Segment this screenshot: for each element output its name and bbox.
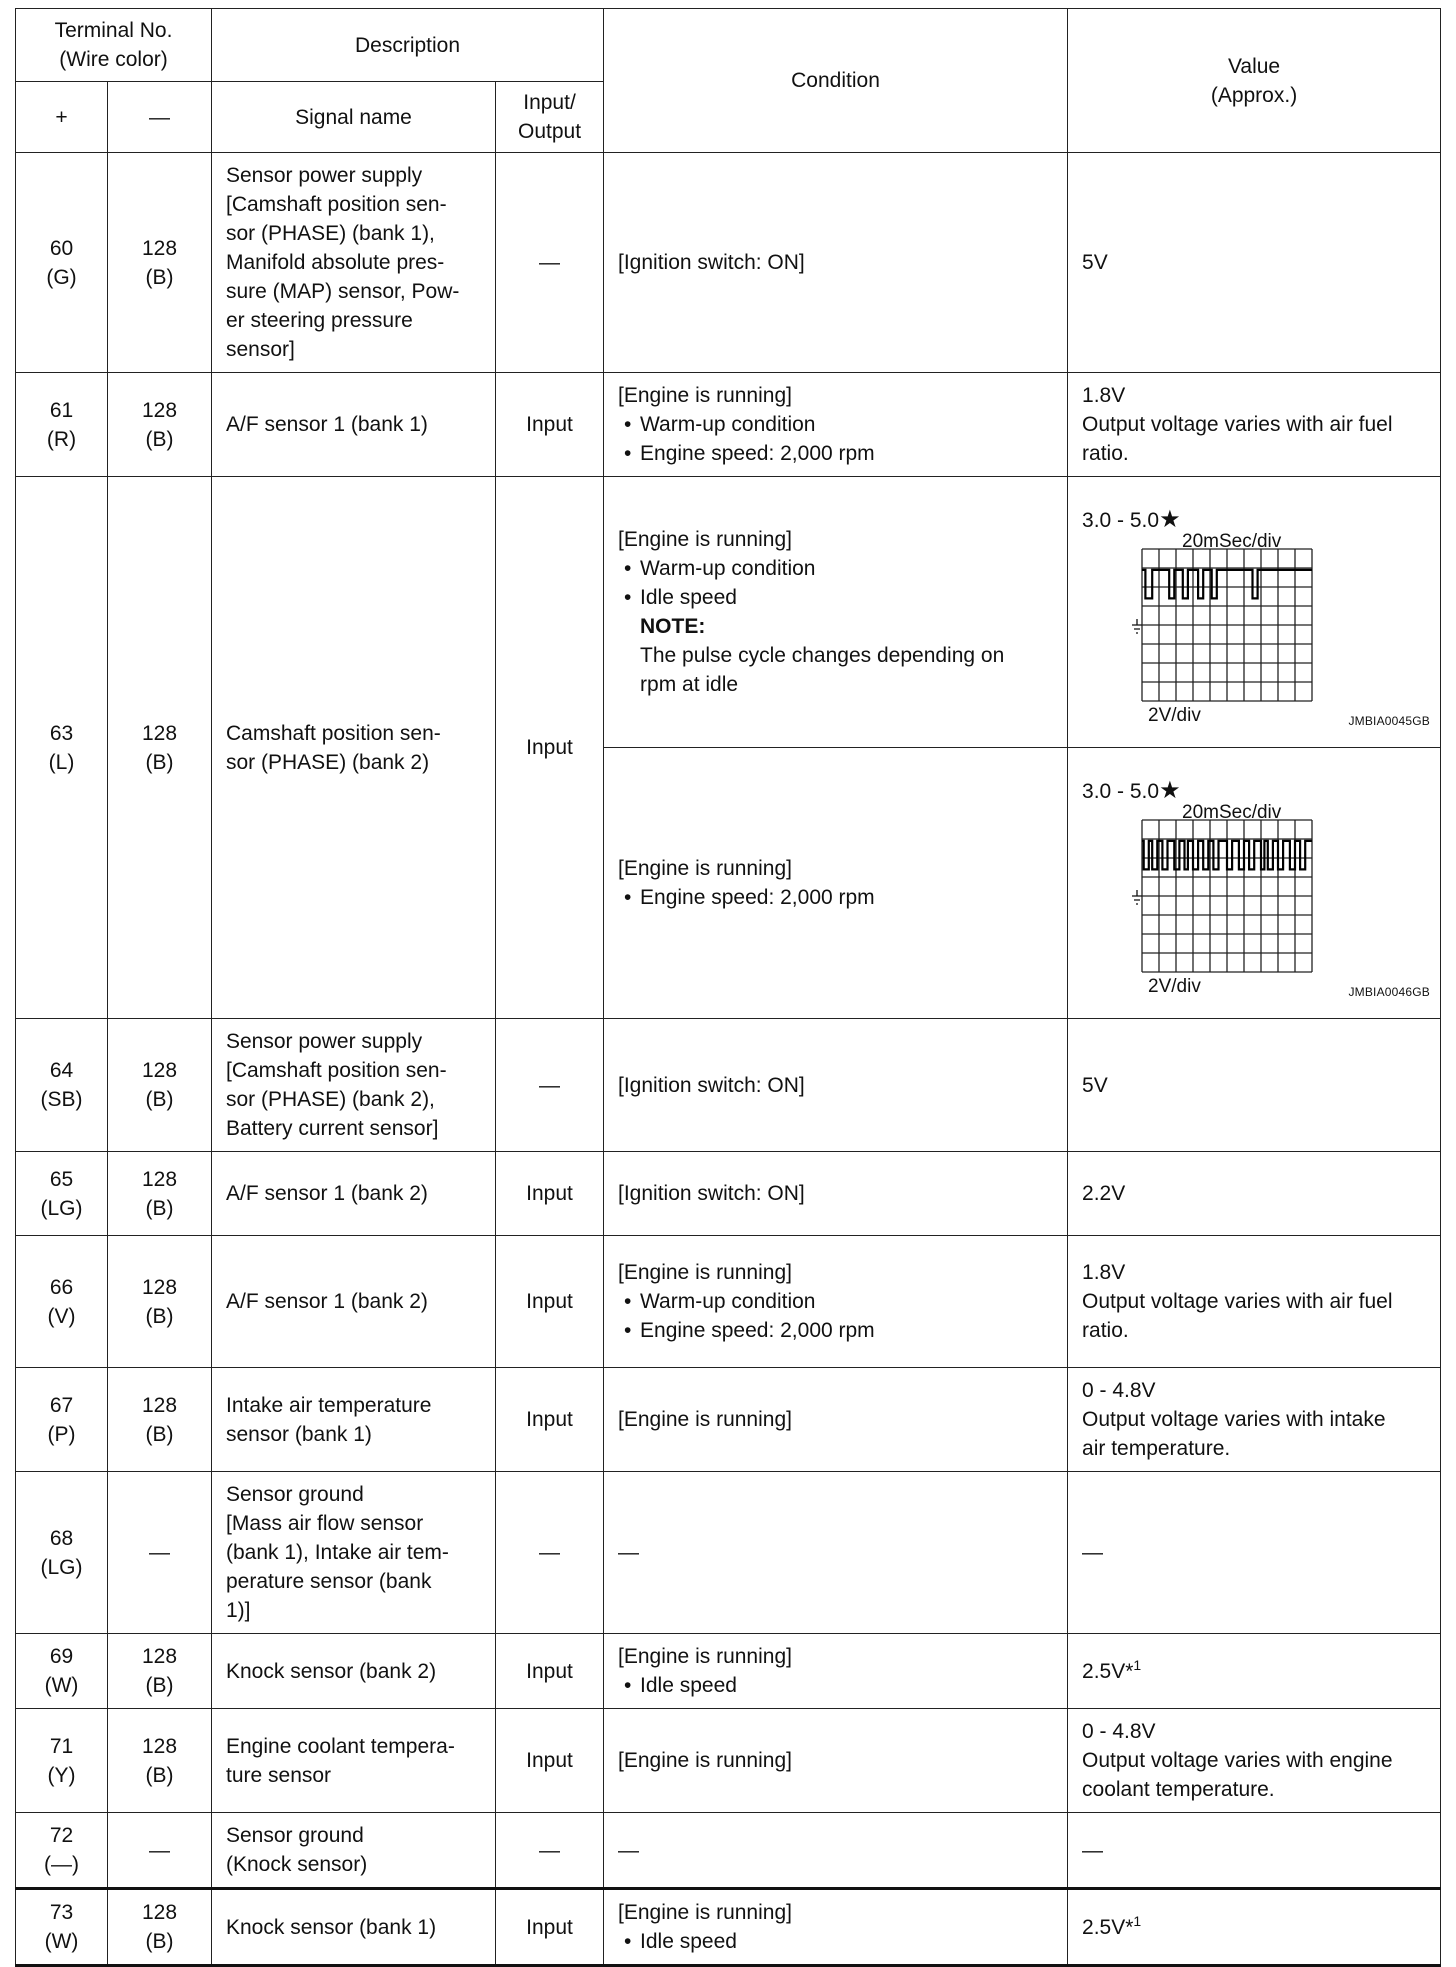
value-cell: [1068, 1813, 1441, 1889]
value-line: air temperature.: [1082, 1437, 1231, 1460]
condition-heading: [Engine is running]: [618, 857, 792, 880]
star-icon: ★: [1159, 506, 1181, 533]
terminal-plus-number: 64: [49, 1059, 74, 1082]
table-row: [16, 153, 1441, 373]
terminal-plus-wire-color: (LG): [40, 1196, 83, 1220]
terminal-minus: [108, 153, 212, 373]
input-output-cell: Input: [496, 477, 604, 1019]
value-text: 2.5V*: [1082, 1659, 1134, 1683]
table-row: [16, 1152, 1441, 1236]
table-row: [16, 1709, 1441, 1813]
condition-cell: [604, 373, 1068, 477]
signal-name-cell: [212, 1019, 496, 1152]
signal-name-cell: [212, 153, 496, 373]
terminal-table-sheet: [15, 8, 1440, 1967]
value-cell: [1068, 1152, 1441, 1236]
terminal-minus-number: 128: [141, 1167, 178, 1191]
terminal-plus: [16, 1709, 108, 1813]
value-cell: [1068, 1709, 1441, 1813]
signal-name-cell: [212, 1152, 496, 1236]
terminal-plus-wire-color: (W): [44, 1674, 79, 1697]
terminal-minus-wire-color: (B): [145, 265, 174, 289]
signal-name-line: [Camshaft position sen-: [226, 1059, 447, 1082]
signal-name-line: sure (MAP) sensor, Pow-: [226, 280, 460, 303]
value-line: Output voltage varies with intake: [1082, 1408, 1386, 1431]
signal-name-line: sor (PHASE) (bank 1),: [226, 222, 435, 245]
terminal-plus-number: 72: [49, 1824, 74, 1847]
signal-name-line: A/F sensor 1 (bank 2): [226, 1182, 428, 1205]
condition-list: [618, 1671, 1053, 1700]
value-waveform-cell: [1068, 748, 1441, 1019]
description-header: Description: [212, 9, 604, 82]
signal-name-line: sensor]: [226, 338, 295, 361]
value-text: —: [1082, 1541, 1104, 1564]
terminal-minus-number: 128: [141, 721, 178, 745]
table-row: [16, 1889, 1441, 1966]
figure-id: JMBIA0046GB: [1348, 985, 1431, 999]
input-output-cell: —: [496, 153, 604, 373]
table-row: [16, 1019, 1441, 1152]
terminal-plus: [16, 1813, 108, 1889]
condition-cell: [604, 477, 1068, 748]
value-footnote: 1: [1133, 1912, 1142, 1929]
terminal-minus: [108, 1019, 212, 1152]
condition-text: [Engine is running]: [618, 1408, 792, 1431]
value-text: 5V: [1082, 251, 1108, 274]
signal-name-line: Manifold absolute pres-: [226, 251, 445, 274]
signal-name-line: Battery current sensor]: [226, 1117, 439, 1140]
signal-name-line: Knock sensor (bank 1): [226, 1915, 437, 1939]
terminal-minus: [108, 1813, 212, 1889]
terminal-plus-wire-color: (R): [46, 427, 77, 451]
signal-name-header: Signal name: [212, 82, 496, 153]
terminal-plus-wire-color: (G): [46, 265, 77, 289]
value-label: Value: [1227, 54, 1281, 78]
note-text: The pulse cycle changes depending on: [640, 644, 1005, 667]
input-output-label-2: Output: [517, 120, 582, 143]
signal-name-line: (Knock sensor): [226, 1853, 368, 1876]
signal-name-line: ture sensor: [226, 1763, 332, 1787]
terminal-minus-number: —: [149, 1541, 170, 1564]
condition-item: • Engine speed: 2,000 rpm: [618, 883, 1053, 912]
signal-name-cell: [212, 1472, 496, 1634]
terminal-plus-number: 66: [49, 1275, 74, 1299]
terminal-minus-wire-color: (B): [145, 427, 174, 451]
star-icon: ★: [1159, 777, 1181, 804]
signal-name-line: Engine coolant tempera-: [226, 1734, 455, 1758]
condition-text: —: [618, 1541, 640, 1564]
terminal-plus-number: 71: [49, 1734, 74, 1758]
oscilloscope-waveform: [1126, 547, 1316, 707]
terminal-minus-number: 128: [141, 398, 178, 422]
condition-cell: [604, 1889, 1068, 1966]
terminal-plus-wire-color: (SB): [40, 1088, 83, 1111]
input-output-cell: —: [496, 1019, 604, 1152]
terminal-plus-number: 61: [49, 398, 74, 422]
terminal-plus: [16, 477, 108, 1019]
oscilloscope-grid: [1126, 547, 1316, 715]
input-output-header: [496, 82, 604, 153]
terminal-minus-wire-color: (B): [145, 1304, 174, 1328]
terminal-plus: [16, 1472, 108, 1634]
signal-name-cell: [212, 1709, 496, 1813]
value-cell: [1068, 153, 1441, 373]
note-label: NOTE:: [640, 615, 706, 638]
input-output-cell: Input: [496, 1889, 604, 1966]
waveform-value-text: 3.0 - 5.0: [1082, 509, 1160, 532]
terminal-minus-wire-color: (B): [145, 750, 174, 774]
condition-text: [Ignition switch: ON]: [618, 1073, 805, 1097]
terminal-minus-number: 128: [141, 1275, 178, 1299]
terminal-minus-number: 128: [141, 1393, 178, 1417]
input-output-cell: Input: [496, 1634, 604, 1709]
value-cell: [1068, 1236, 1441, 1368]
value-line: 0 - 4.8V: [1082, 1720, 1156, 1743]
value-line: 0 - 4.8V: [1082, 1379, 1156, 1402]
value-cell: [1068, 1019, 1441, 1152]
terminal-minus-wire-color: (B): [145, 1763, 174, 1787]
terminal-plus: [16, 1634, 108, 1709]
value-text: —: [1082, 1838, 1104, 1862]
volt-division-label: 2V/div: [1148, 976, 1201, 997]
value-line: Output voltage varies with air fuel: [1082, 1290, 1393, 1313]
signal-name-cell: [212, 1368, 496, 1472]
value-line: coolant temperature.: [1082, 1778, 1275, 1801]
terminal-plus-number: 60: [49, 236, 74, 260]
input-output-cell: Input: [496, 373, 604, 477]
condition-item: • Idle speed: [618, 583, 1053, 612]
signal-name-cell: [212, 1813, 496, 1889]
condition-heading: [Engine is running]: [618, 1261, 792, 1284]
terminal-minus-number: 128: [141, 1901, 178, 1924]
terminal-plus-number: 63: [49, 721, 74, 745]
condition-item: • Engine speed: 2,000 rpm: [618, 1316, 1053, 1345]
signal-name-line: Sensor power supply: [226, 164, 423, 187]
value-text: 2.2V: [1082, 1182, 1126, 1205]
approx-label: (Approx.): [1210, 83, 1298, 107]
signal-name-line: A/F sensor 1 (bank 2): [226, 1290, 428, 1313]
condition-list: [618, 410, 1053, 468]
terminal-minus: [108, 373, 212, 477]
terminal-minus-wire-color: (B): [145, 1930, 174, 1953]
signal-name-cell: [212, 1236, 496, 1368]
terminal-plus-number: 73: [49, 1901, 74, 1924]
terminal-plus: [16, 1236, 108, 1368]
condition-heading: [Engine is running]: [618, 384, 792, 407]
condition-header: Condition: [604, 9, 1068, 153]
condition-list: [618, 1287, 1053, 1345]
wire-color-label: (Wire color): [59, 48, 168, 71]
condition-cell: [604, 748, 1068, 1019]
value-line: 1.8V: [1082, 1261, 1126, 1284]
terminal-minus-number: 128: [141, 236, 178, 260]
condition-cell: [604, 1152, 1068, 1236]
condition-cell: [604, 1634, 1068, 1709]
condition-list: [618, 883, 1053, 912]
signal-name-line: sor (PHASE) (bank 2): [226, 750, 430, 774]
condition-list: [618, 554, 1053, 612]
input-output-cell: Input: [496, 1236, 604, 1368]
terminal-minus-wire-color: (B): [145, 1422, 174, 1446]
table-row: [16, 1634, 1441, 1709]
value-footnote: 1: [1133, 1656, 1142, 1673]
plus-header: +: [16, 82, 108, 153]
terminal-minus-number: 128: [141, 1645, 178, 1668]
signal-name-cell: [212, 373, 496, 477]
input-output-label-1: Input/: [523, 91, 576, 114]
condition-heading: [Engine is running]: [618, 528, 792, 551]
oscilloscope-grid: [1126, 818, 1316, 986]
table-row: [16, 1236, 1441, 1368]
waveform-value-text: 3.0 - 5.0: [1082, 780, 1160, 803]
input-output-cell: —: [496, 1813, 604, 1889]
condition-heading: [Engine is running]: [618, 1901, 792, 1924]
signal-name-line: Knock sensor (bank 2): [226, 1659, 437, 1683]
terminal-plus-wire-color: (Y): [47, 1763, 76, 1787]
condition-list: [618, 1927, 1053, 1956]
terminal-minus: [108, 1634, 212, 1709]
condition-cell: [604, 1368, 1068, 1472]
terminal-plus-wire-color: (L): [48, 750, 75, 774]
table-row: [16, 477, 1441, 748]
condition-cell: [604, 153, 1068, 373]
value-line: Output voltage varies with air fuel: [1082, 413, 1393, 436]
time-division-label: 20mSec/div: [1182, 531, 1282, 552]
terminal-minus: [108, 1236, 212, 1368]
terminal-no-label: Terminal No.: [54, 19, 173, 42]
signal-name-line: [Mass air flow sensor: [226, 1512, 424, 1535]
terminal-minus: [108, 1152, 212, 1236]
signal-name-line: Sensor power supply: [226, 1030, 423, 1053]
signal-name-line: Sensor ground: [226, 1483, 364, 1506]
table-row: [16, 1472, 1441, 1634]
value-line: 1.8V: [1082, 384, 1126, 407]
terminal-plus: [16, 153, 108, 373]
value-header: [1068, 9, 1441, 153]
terminal-plus-number: 68: [49, 1526, 74, 1550]
condition-text: [Ignition switch: ON]: [618, 1182, 805, 1205]
waveform-figure: [1082, 505, 1431, 728]
terminal-minus: [108, 1368, 212, 1472]
figure-id: JMBIA0045GB: [1348, 714, 1431, 728]
signal-name-cell: [212, 1889, 496, 1966]
terminal-plus-wire-color: (LG): [40, 1555, 83, 1579]
condition-cell: [604, 1019, 1068, 1152]
terminal-plus: [16, 1368, 108, 1472]
signal-name-line: Sensor ground: [226, 1824, 364, 1847]
terminal-minus-number: —: [149, 1838, 170, 1862]
table-row: [16, 1813, 1441, 1889]
condition-text: —: [618, 1838, 640, 1862]
condition-text: [Engine is running]: [618, 1749, 792, 1772]
signal-name-line: A/F sensor 1 (bank 1): [226, 413, 428, 436]
oscilloscope-waveform: [1126, 818, 1316, 978]
input-output-cell: Input: [496, 1152, 604, 1236]
terminal-minus-wire-color: (B): [145, 1088, 174, 1111]
terminal-minus-number: 128: [141, 1059, 178, 1082]
note-text: rpm at idle: [640, 673, 739, 696]
signal-name-line: Camshaft position sen-: [226, 721, 441, 745]
terminal-plus-wire-color: (V): [47, 1304, 76, 1328]
terminal-plus: [16, 1889, 108, 1966]
signal-name-line: 1)]: [226, 1599, 251, 1622]
terminal-minus: [108, 1472, 212, 1634]
condition-item: • Idle speed: [618, 1927, 1053, 1956]
waveform-figure: [1082, 776, 1431, 999]
terminal-plus-number: 69: [49, 1645, 74, 1668]
terminal-minus-wire-color: (B): [145, 1674, 174, 1697]
input-output-cell: Input: [496, 1709, 604, 1813]
input-output-cell: —: [496, 1472, 604, 1634]
terminal-plus: [16, 1152, 108, 1236]
volt-division-label: 2V/div: [1148, 705, 1201, 726]
condition-item: • Idle speed: [618, 1671, 1053, 1700]
signal-name-cell: [212, 1634, 496, 1709]
value-line: ratio.: [1082, 442, 1129, 465]
condition-item: • Warm-up condition: [618, 410, 1053, 439]
value-cell: [1068, 1634, 1441, 1709]
condition-item: • Warm-up condition: [618, 1287, 1053, 1316]
signal-name-line: er steering pressure: [226, 309, 413, 332]
signal-name-line: [Camshaft position sen-: [226, 193, 447, 216]
condition-item: • Warm-up condition: [618, 554, 1053, 583]
value-line: Output voltage varies with engine: [1082, 1749, 1393, 1772]
input-output-cell: Input: [496, 1368, 604, 1472]
condition-heading: [Engine is running]: [618, 1645, 792, 1668]
signal-name-line: (bank 1), Intake air tem-: [226, 1541, 449, 1564]
terminal-no-header: [16, 9, 212, 82]
condition-item: • Engine speed: 2,000 rpm: [618, 439, 1053, 468]
signal-name-line: sor (PHASE) (bank 2),: [226, 1088, 435, 1111]
condition-cell: [604, 1236, 1068, 1368]
condition-text: [Ignition switch: ON]: [618, 251, 805, 274]
value-line: ratio.: [1082, 1319, 1129, 1342]
signal-name-line: perature sensor (bank: [226, 1570, 432, 1593]
value-cell: [1068, 373, 1441, 477]
signal-name-line: sensor (bank 1): [226, 1422, 372, 1446]
terminal-plus: [16, 373, 108, 477]
condition-cell: [604, 1472, 1068, 1634]
condition-cell: [604, 1709, 1068, 1813]
value-cell: [1068, 1368, 1441, 1472]
terminal-table-body: [16, 153, 1441, 1966]
value-waveform-cell: [1068, 477, 1441, 748]
table-row: [16, 373, 1441, 477]
terminal-minus-wire-color: (B): [145, 1196, 174, 1220]
terminal-minus: [108, 477, 212, 1019]
terminal-plus-number: 67: [49, 1393, 74, 1417]
value-text: 2.5V*: [1082, 1915, 1134, 1939]
ecm-terminal-table: [15, 8, 1441, 1967]
signal-name-cell: [212, 477, 496, 1019]
value-text: 5V: [1082, 1073, 1108, 1097]
terminal-plus-wire-color: (W): [44, 1930, 79, 1953]
value-cell: [1068, 1472, 1441, 1634]
terminal-plus-wire-color: (P): [47, 1422, 76, 1446]
terminal-minus: [108, 1889, 212, 1966]
terminal-plus: [16, 1019, 108, 1152]
terminal-plus-wire-color: (—): [44, 1853, 79, 1876]
signal-name-line: Intake air temperature: [226, 1393, 432, 1417]
terminal-minus-number: 128: [141, 1734, 178, 1758]
minus-header: —: [108, 82, 212, 153]
time-division-label: 20mSec/div: [1182, 802, 1282, 823]
value-cell: [1068, 1889, 1441, 1966]
terminal-minus: [108, 1709, 212, 1813]
terminal-plus-number: 65: [49, 1167, 74, 1191]
condition-cell: [604, 1813, 1068, 1889]
table-row: [16, 1368, 1441, 1472]
